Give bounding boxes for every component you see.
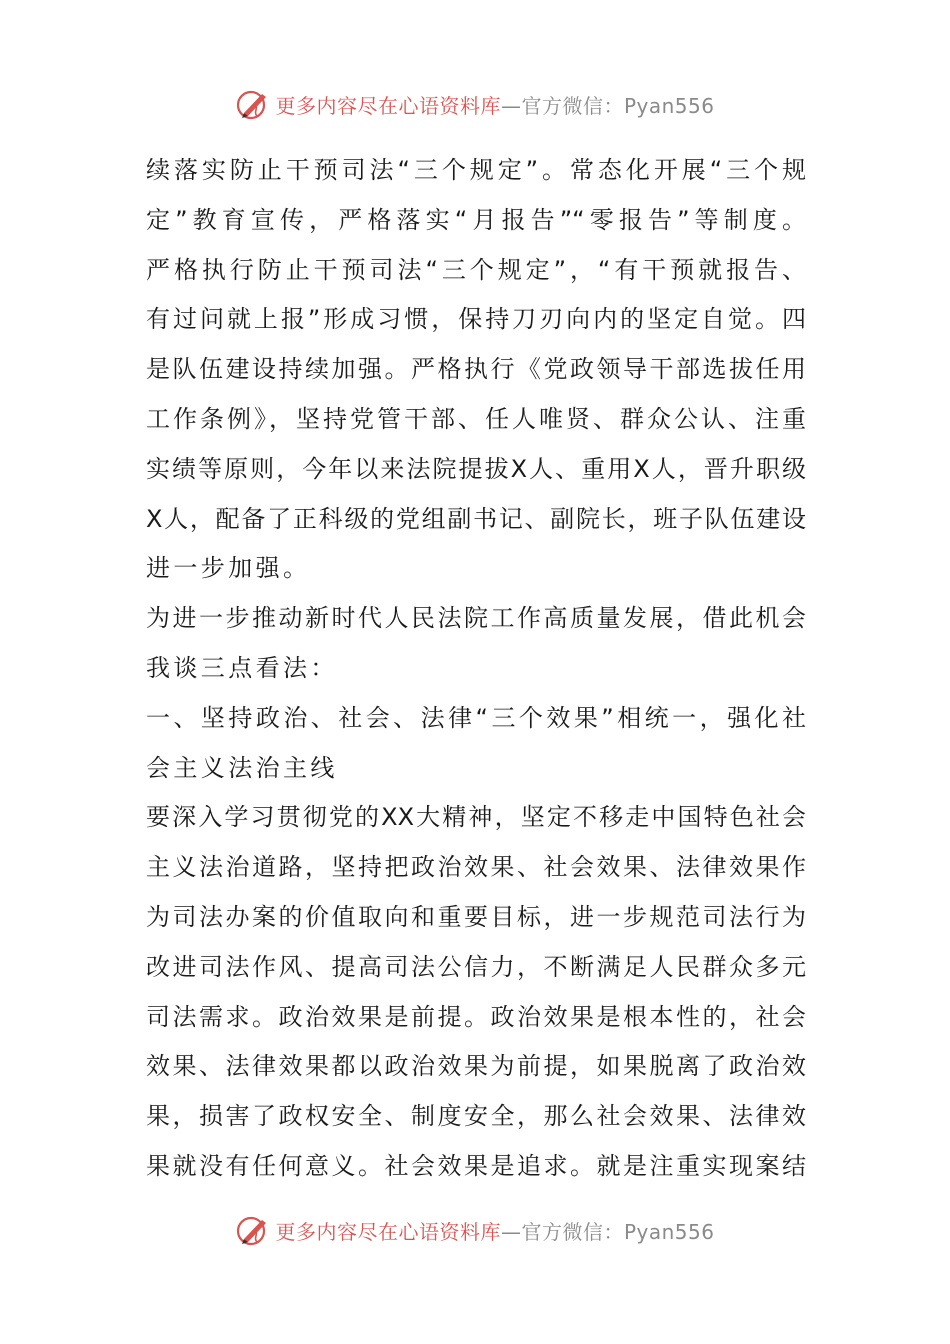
text-line: 进一步加强。 [146,554,311,583]
watermark-sub: 官方微信：Pyan556 [521,93,715,118]
text-line: 果就没有任何意义。社会效果是追求。就是注重实现案结 [146,1151,806,1180]
text-line: 实绩等原则，今年以来法院提拔X人、重用X人，晋升职级 [146,454,806,483]
text-line: 要深入学习贯彻党的XX大精神，坚定不移走中国特色社会 [146,803,806,832]
text-line: 改进司法作风、提高司法公信力，不断满足人民群众多元 [146,952,806,981]
text-line: 司法需求。政治效果是前提。政治效果是根本性的，社会 [146,1002,806,1031]
pen-logo-icon [235,86,271,122]
text-line: 工作条例》，坚持党管干部、任人唯贤、群众公认、注重 [146,404,806,433]
text-line: 严格执行防止干预司法“三个规定”，“有干预就报告、 [146,255,806,284]
text-line: 续落实防止干预司法“三个规定”。常态化开展“三个规 [146,156,806,184]
text-line: 有过问就上报”形成习惯，保持刀刃向内的坚定自觉。四 [146,305,806,334]
watermark-text [275,1216,714,1245]
watermark-dash: — [500,1219,522,1244]
watermark-main: 更多内容尽在心语资料库 [275,93,501,118]
text-line: 为司法办案的价值取向和重要目标，进一步规范司法行为 [146,902,806,931]
footer-watermark [0,1210,950,1250]
text-line: X人，配备了正科级的党组副书记、副院长，班子队伍建设 [146,504,806,533]
text-line: 效果、法律效果都以政治效果为前提，如果脱离了政治效 [146,1052,806,1081]
text-line: 为进一步推动新时代人民法院工作高质量发展，借此机会 [146,604,806,633]
text-line: 一、坚持政治、社会、法律“三个效果”相统一，强化社 [146,703,806,732]
watermark-text [275,90,714,119]
text-line: 果，损害了政权安全、制度安全，那么社会效果、法律效 [146,1102,806,1131]
watermark-dash: — [500,93,522,118]
text-line: 我谈三点看法： [146,653,338,682]
text-line: 定”教育宣传，严格落实“月报告”“零报告”等制度。 [146,205,806,234]
text-line: 主义法治道路，坚持把政治效果、社会效果、法律效果作 [146,853,806,882]
text-line: 会主义法治主线 [146,753,338,782]
text-line: 是队伍建设持续加强。严格执行《党政领导干部选拔任用 [146,355,806,384]
watermark-main: 更多内容尽在心语资料库 [275,1219,501,1244]
pen-logo-icon [235,1212,271,1248]
header-watermark [0,84,950,124]
document-body [146,146,806,1192]
watermark-sub: 官方微信：Pyan556 [521,1219,715,1244]
